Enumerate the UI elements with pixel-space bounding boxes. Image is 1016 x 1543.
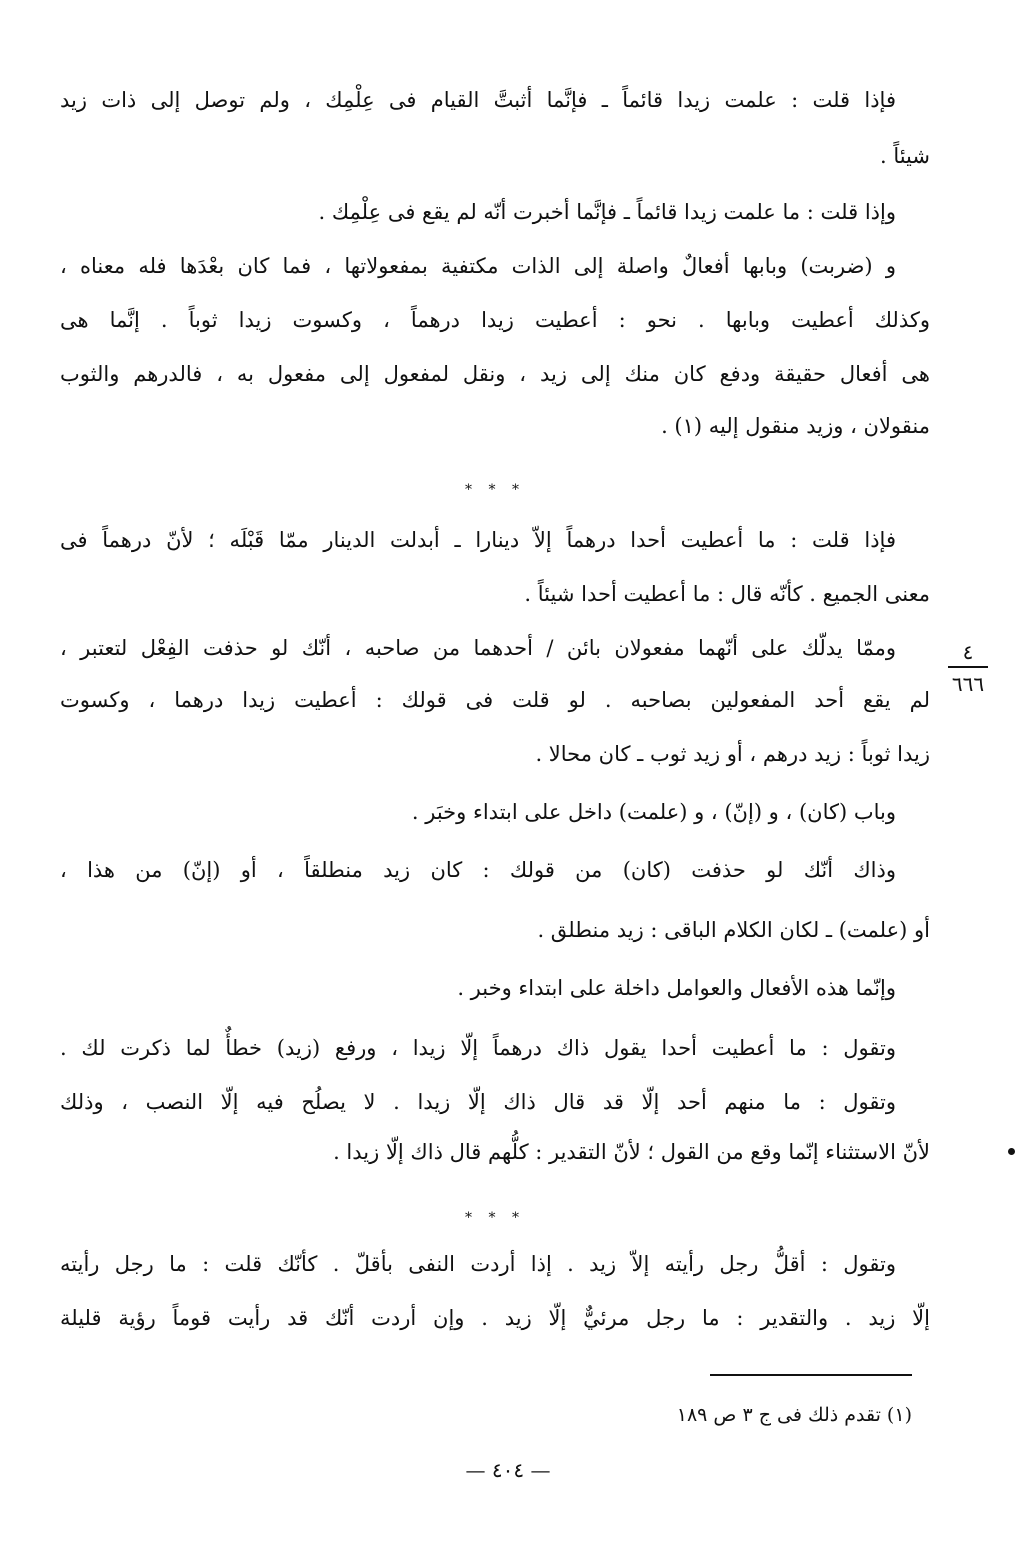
text-line: وإنّما هذه الأفعال والعوامل داخلة على ابتداء وخبر . xyxy=(457,976,896,1000)
text-line: وباب (كان) ، و (إنّ) ، و (علمت) داخل على ابتداء وخبَر . xyxy=(411,800,896,824)
text-line: هى أفعال حقيقة ودفع كان منك إلى زيد ، ونقل لمفعول إلى مفعول به ، فالدرهم والثوب xyxy=(60,362,930,386)
page-number: — ٤٠٤ — xyxy=(465,1458,551,1482)
page-body xyxy=(60,0,930,1543)
text-line: وتقول : ما أعطيت أحدا يقول ذاك درهماً إلّا زيدا ، ورفع (زيد) خطأٌ لما ذكرت لك . xyxy=(60,1036,896,1060)
margin-reference xyxy=(948,640,988,696)
margin-reference-bottom: ٦٦٦ xyxy=(951,672,985,696)
text-line: وممّا يدلّك على أنّهما مفعولان بائن / أحدهما من صاحبه ، أنّك لو حذفت الفِعْل لتعتبر ، xyxy=(60,636,896,660)
text-line: معنى الجميع . كأنّه قال : ما أعطيت أحدا شيئاً . xyxy=(524,582,930,606)
section-separator: * * * xyxy=(465,1210,525,1226)
text-line: إلّا زيد . والتقدير : ما رجل مرئيٌّ إلّا زيد . وإن أردت أنّك قد رأيت قوماً رؤية قليلة xyxy=(60,1306,930,1330)
section-separator: * * * xyxy=(465,482,525,498)
margin-reference-top: ٤ xyxy=(948,640,988,668)
footnote-divider xyxy=(710,1374,912,1376)
text-line: وتقول : ما منهم أحد إلّا قد قال ذاك إلّا زيدا . لا يصلُح فيه إلّا النصب ، وذلك xyxy=(60,1090,896,1114)
text-line: شيئاً . xyxy=(879,144,930,168)
text-line: وتقول : أقلُّ رجل رأيته إلاّ زيد . إذا أردت النفى بأقلّ . كأنّك قلت : ما رجل رأيته xyxy=(60,1252,896,1276)
footnote: (١) تقدم ذلك فى ج ٣ ص ١٨٩ xyxy=(676,1404,912,1426)
text-line: وذاك أنّك لو حذفت (كان) من قولك : كان زيد منطلقاً ، أو (إنّ) من هذا ، xyxy=(60,858,896,882)
text-line: أو (علمت) ـ لكان الكلام الباقى : زيد منطلق . xyxy=(537,918,930,942)
text-line: لأنّ الاستثناء إنّما وقع من القول ؛ لأنّ التقدير : كلُّهم قال ذاك إلّا زيدا . xyxy=(333,1140,930,1164)
text-line: وكذلك أعطيت وبابها . نحو : أعطيت زيدا درهماً ، وكسوت زيدا ثوباً . إنَّما هى xyxy=(60,308,930,332)
text-line: فإذا قلت : ما أعطيت أحدا درهماً إلاّ دينارا ـ أبدلت الدينار ممّا قَبْلَه ؛ لأنّ درهماً فى xyxy=(60,528,896,552)
text-line: و (ضربت) وبابها أفعالٌ واصلة إلى الذات مكتفية بمفعولاتها ، فما كان بعْدَها فله معناه ، xyxy=(60,254,896,278)
scan-mark xyxy=(1008,1148,1015,1155)
text-line: منقولان ، وزيد منقول إليه (١) . xyxy=(661,414,930,438)
text-line: زيدا ثوباً : زيد درهم ، أو زيد ثوب ـ كان محالا . xyxy=(535,742,930,766)
text-line: فإذا قلت : علمت زيدا قائماً ـ فإنَّما أثبتَّ القيام فى عِلْمِك ، ولم توصل إلى ذات زيد xyxy=(60,88,896,112)
text-line: وإذا قلت : ما علمت زيدا قائماً ـ فإنَّما أخبرت أنّه لم يقع فى عِلْمِك . xyxy=(318,200,896,224)
text-line: لم يقع أحد المفعولين بصاحبه . لو قلت فى قولك : أعطيت زيدا درهما ، وكسوت xyxy=(60,688,930,712)
